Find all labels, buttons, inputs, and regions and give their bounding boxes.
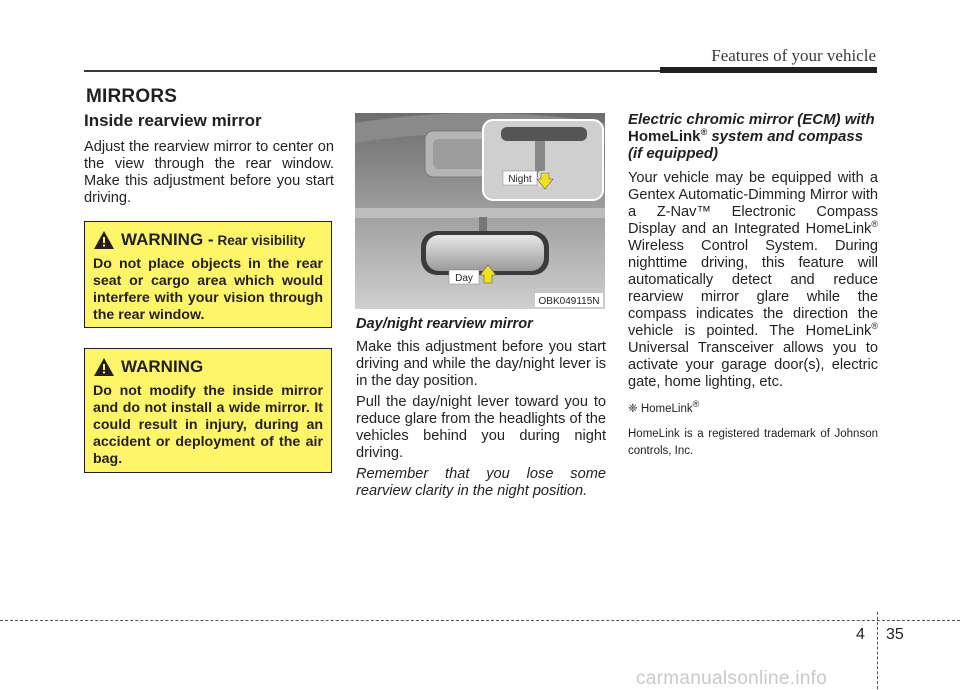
chapter-number: 4 [856,626,865,643]
day-label: Day [455,273,473,284]
inside-mirror-heading: Inside rearview mirror [84,111,262,130]
watermark: carmanualsonline.info [636,668,828,689]
page-title: MIRRORS [86,86,178,107]
footer-divider [877,612,878,689]
night-label: Night [508,174,532,185]
ecm-heading: Electric chromic mirror (ECM) with HomeLink® system and compass (if equipped) [628,111,875,162]
warning-label: WARNING [121,357,204,376]
header-rule [84,70,660,72]
warning-body: Do not place objects in the rear seat or cargo area which would interfere with your vision through the rear window. [93,256,323,323]
homelink-note-mark: ❈ HomeLink® [628,399,700,415]
warning-label: WARNING - [121,230,214,249]
header-rule-thick [660,67,877,73]
column-right [628,111,878,460]
warning-triangle-icon [93,230,115,250]
column-middle [356,316,606,504]
page-number: 35 [886,626,904,643]
section-header: Features of your vehicle [711,46,876,65]
column-left [84,111,334,211]
warning-box-rear-visibility [84,221,332,328]
inside-mirror-paragraph: Adjust the rearview mirror to center on the view through the rear window. Make this adjustment before you start driving. [84,139,334,206]
warning-body: Do not modify the inside mirror and do not install a wide mirror. It could result in injury, during an accident or deployment of the air bag. [93,383,323,467]
ecm-paragraph: Your vehicle may be equipped with a Gentex Automatic-Dimming Mirror with a Z-Nav™ Electronic Compass Display and an Integrated HomeLink® Wireless Control System. During nighttime driving, this feature will automatically detect and reduce rearview mirror glare while the compass indicates the direction the vehicle is pointed. The HomeLink® Universal Transceiver allows you to activate your garage door(s), electric gate, home lighting, etc. [628,170,878,390]
homelink-note-text: HomeLink is a registered trademark of Johnson controls, Inc. [628,428,878,457]
day-night-paragraph-1: Make this adjustment before you start driving and while the day/night lever is in the day position. [356,339,606,389]
footer-rule [0,620,960,621]
day-night-heading: Day/night rearview mirror [356,316,533,332]
figure-code: OBK049115N [538,296,600,307]
warning-triangle-icon [93,357,115,377]
warning-sublabel: Rear visibility [217,232,306,248]
day-night-paragraph-2: Pull the day/night lever toward you to reduce glare from the headlights of the vehicles behind you during night driving. [356,394,606,461]
mirror-illustration [355,113,605,309]
warning-box-modify-mirror [84,348,332,473]
day-night-note: Remember that you lose some rearview clarity in the night position. [356,466,606,499]
